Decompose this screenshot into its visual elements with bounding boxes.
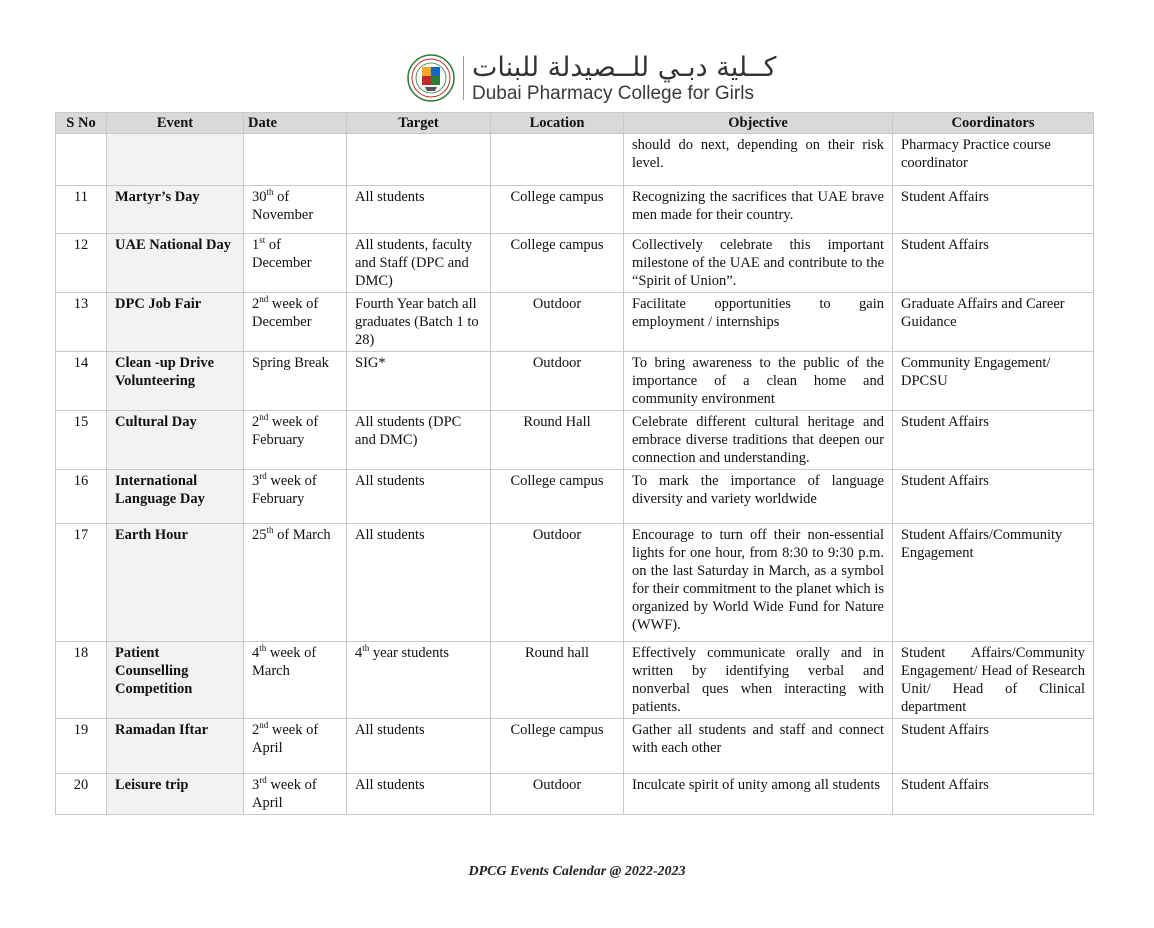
row-objective: Inculcate spirit of unity among all students [624,774,893,815]
table-row [56,470,1094,524]
table-row [56,352,1094,411]
row-objective: should do next, depending on their risk level. [624,134,893,186]
college-seal-logo [407,54,455,102]
table-row [56,642,1094,719]
row-target: All students [347,186,491,234]
column-header: Coordinators [893,113,1094,134]
row-target: All students (DPC and DMC) [347,411,491,470]
table-row [56,293,1094,352]
row-objective: Recognizing the sacrifices that UAE brave men made for their country. [624,186,893,234]
row-event: Clean -up Drive Volunteering [107,352,244,411]
row-target: All students, faculty and Staff (DPC and DMC) [347,234,491,293]
row-coordinators: Student Affairs [893,411,1094,470]
row-sno: 12 [56,234,107,293]
column-header: Date [244,113,347,134]
row-location: Outdoor [491,293,624,352]
row-event: Patient Counselling Competition [107,642,244,719]
row-sno: 13 [56,293,107,352]
row-objective: Celebrate different cultural heritage and embrace diverse traditions that deepen our connection and understanding. [624,411,893,470]
row-location: College campus [491,234,624,293]
row-event: International Language Day [107,470,244,524]
row-coordinators: Student Affairs [893,186,1094,234]
table-row [56,186,1094,234]
row-date: 1st of December [244,234,347,293]
row-coordinators: Student Affairs/Community Engagement [893,524,1094,642]
row-target: SIG* [347,352,491,411]
row-date: 30th of November [244,186,347,234]
row-event: DPC Job Fair [107,293,244,352]
college-name-arabic: كــلية دبـي للــصيدلة للبنات [472,51,777,83]
row-location: College campus [491,719,624,774]
row-sno: 11 [56,186,107,234]
row-objective: Gather all students and staff and connect with each other [624,719,893,774]
row-coordinators: Student Affairs [893,234,1094,293]
row-target: Fourth Year batch all graduates (Batch 1 to 28) [347,293,491,352]
table-row [56,411,1094,470]
row-location: Outdoor [491,352,624,411]
row-target [347,134,491,186]
row-objective: To bring awareness to the public of the importance of a clean home and community environment [624,352,893,411]
row-location: Round Hall [491,411,624,470]
row-objective: Effectively communicate orally and in written by identifying verbal and nonverbal ques when interacting with patients. [624,642,893,719]
row-coordinators: Community Engagement/ DPCSU [893,352,1094,411]
table-row [56,234,1094,293]
column-header: Location [491,113,624,134]
row-objective: Facilitate opportunities to gain employment / internships [624,293,893,352]
row-event: Ramadan Iftar [107,719,244,774]
row-sno: 14 [56,352,107,411]
row-coordinators: Pharmacy Practice course coordinator [893,134,1094,186]
row-date: Spring Break [244,352,347,411]
row-sno: 20 [56,774,107,815]
column-header: Objective [624,113,893,134]
row-location [491,134,624,186]
row-sno: 15 [56,411,107,470]
row-coordinators: Graduate Affairs and Career Guidance [893,293,1094,352]
row-location: Round hall [491,642,624,719]
table-row [56,524,1094,642]
row-location: Outdoor [491,774,624,815]
row-objective: Collectively celebrate this important milestone of the UAE and contribute to the “Spirit of Union”. [624,234,893,293]
events-table [55,112,1094,815]
page-header [407,50,776,106]
row-coordinators: Student Affairs/Community Engagement/ Head of Research Unit/ Head of Clinical department [893,642,1094,719]
college-name-english: Dubai Pharmacy College for Girls [472,82,754,104]
row-event: Earth Hour [107,524,244,642]
row-target: All students [347,774,491,815]
row-sno: 18 [56,642,107,719]
row-event: UAE National Day [107,234,244,293]
row-event [107,134,244,186]
row-date: 4th week of March [244,642,347,719]
footer-text: DPCG Events Calendar @ 2022-2023 [468,864,686,879]
row-objective: To mark the importance of language diversity and variety worldwide [624,470,893,524]
row-coordinators: Student Affairs [893,774,1094,815]
row-target: All students [347,470,491,524]
row-location: College campus [491,470,624,524]
row-target: 4th year students [347,642,491,719]
row-event: Martyr’s Day [107,186,244,234]
row-coordinators: Student Affairs [893,719,1094,774]
row-date [244,134,347,186]
row-date: 2nd week of April [244,719,347,774]
column-header: Event [107,113,244,134]
row-sno: 19 [56,719,107,774]
row-objective: Encourage to turn off their non-essential lights for one hour, from 8:30 to 9:30 p.m. on the last Saturday in March, as a symbol for their commitment to the planet which is organized by World Wide Fund for Nature (WWF). [624,524,893,642]
row-date: 2nd week of February [244,411,347,470]
column-header: S No [56,113,107,134]
row-date: 3rd week of April [244,774,347,815]
row-sno: 16 [56,470,107,524]
row-date: 25th of March [244,524,347,642]
table-row [56,719,1094,774]
row-date: 2nd week of December [244,293,347,352]
row-event: Leisure trip [107,774,244,815]
row-target: All students [347,719,491,774]
row-location: College campus [491,186,624,234]
header-divider [463,56,464,100]
row-target: All students [347,524,491,642]
row-sno [56,134,107,186]
table-header-row [56,113,1094,134]
row-location: Outdoor [491,524,624,642]
table-row [56,774,1094,815]
row-date: 3rd week of February [244,470,347,524]
column-header: Target [347,113,491,134]
row-event: Cultural Day [107,411,244,470]
table-row [56,134,1094,186]
row-coordinators: Student Affairs [893,470,1094,524]
row-sno: 17 [56,524,107,642]
